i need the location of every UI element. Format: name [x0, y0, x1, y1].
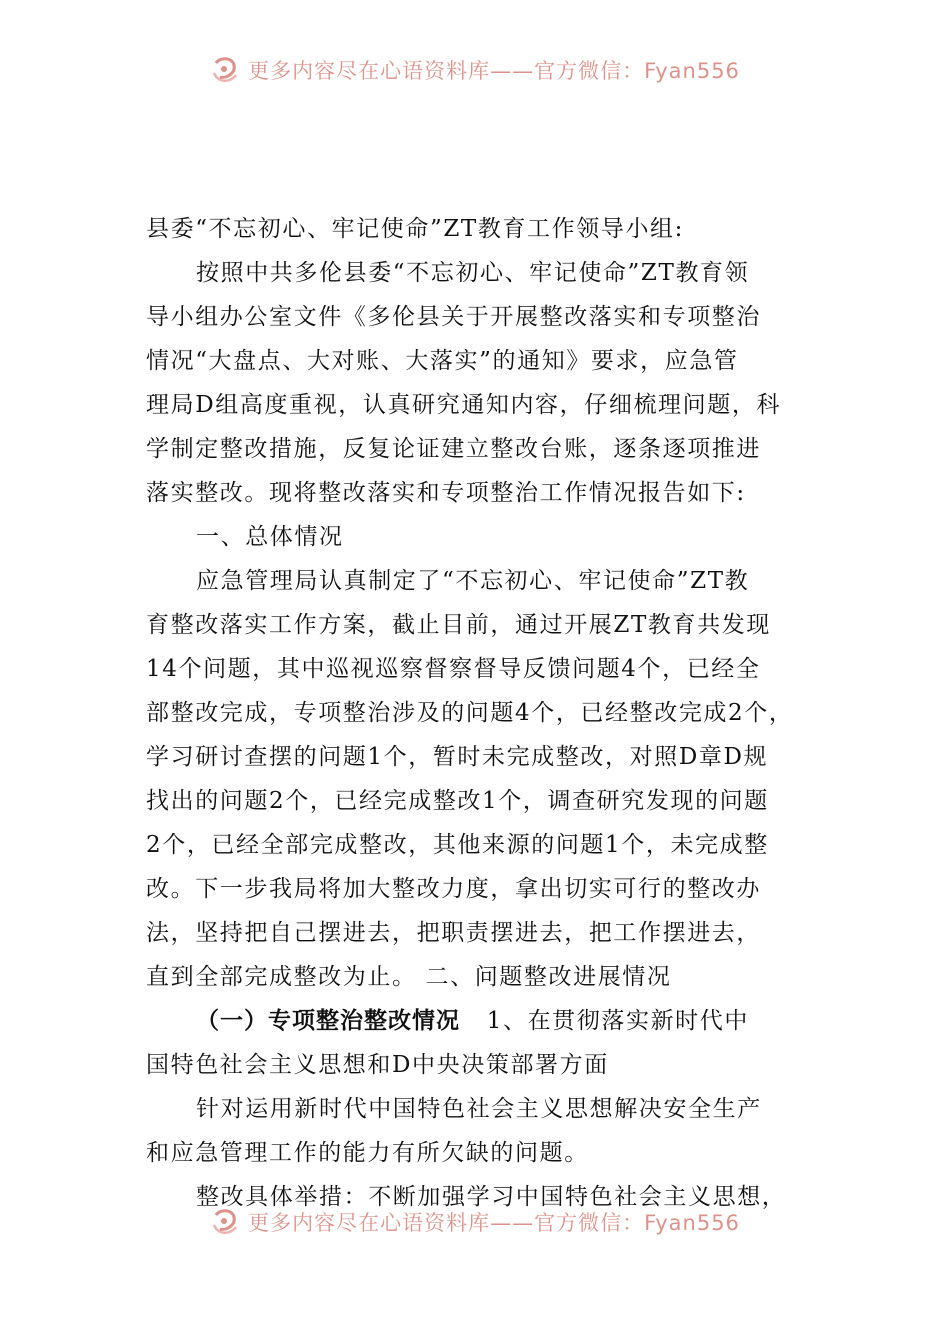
- subsection-line: [196, 1002, 749, 1035]
- paragraph-line: 找出的问题2个，已经完成整改1个，调查研究发现的问题: [146, 788, 769, 814]
- salutation: 县委“不忘初心、牢记使命”ZT教育工作领导小组:: [146, 216, 684, 242]
- subsection-item: 1、在贯彻落实新时代中: [460, 1008, 749, 1034]
- paragraph-line: 法，坚持把自己摆进去，把职责摆进去，把工作摆进去，: [146, 920, 761, 946]
- logo-icon: [210, 55, 240, 85]
- paragraph-line: 改。下一步我局将加大整改力度，拿出切实可行的整改办: [146, 876, 761, 902]
- watermark-footer: [0, 1202, 950, 1242]
- logo-icon: [210, 1207, 240, 1237]
- section-heading-overall: 一、总体情况: [196, 524, 344, 550]
- watermark-header: [0, 50, 950, 90]
- paragraph-line: 学习研讨查摆的问题1个，暂时未完成整改，对照D章D规: [146, 744, 769, 770]
- paragraph-line: 直到全部完成整改为止。 二、问题整改进展情况: [146, 964, 672, 990]
- paragraph-line: 和应急管理工作的能力有所欠缺的问题。: [146, 1140, 589, 1166]
- paragraph-line: 整改具体举措：不断加强学习中国特色社会主义思想，: [196, 1184, 787, 1210]
- paragraph-line: 落实整改。现将整改落实和专项整治工作情况报告如下:: [146, 480, 746, 506]
- paragraph-line: 部整改完成，专项整治涉及的问题4个，已经整改完成2个，: [146, 700, 794, 726]
- subsection-heading: （一）专项整治整改情况: [196, 1008, 460, 1034]
- paragraph-line: 2个，已经全部完成整改，其他来源的问题1个，未完成整: [146, 832, 769, 858]
- watermark-text: 更多内容尽在心语资料库——官方微信：Fyan556: [248, 1211, 740, 1235]
- watermark-text: 更多内容尽在心语资料库——官方微信：Fyan556: [248, 59, 740, 83]
- paragraph-line: 国特色社会主义思想和D中央决策部署方面: [146, 1052, 609, 1078]
- paragraph-line: 情况“大盘点、大对账、大落实”的通知》要求，应急管: [146, 348, 739, 374]
- paragraph-line: 14个问题，其中巡视巡察督察督导反馈问题4个，已经全: [146, 656, 761, 682]
- paragraph-line: 针对运用新时代中国特色社会主义思想解决安全生产: [196, 1096, 762, 1122]
- paragraph-line: 应急管理局认真制定了“不忘初心、牢记使命”ZT教: [196, 568, 750, 594]
- paragraph-line: 导小组办公室文件《多伦县关于开展整改落实和专项整治: [146, 304, 761, 330]
- paragraph-line: 理局D组高度重视，认真研究通知内容，仔细梳理问题，科: [146, 392, 782, 418]
- paragraph-line: 育整改落实工作方案，截止目前，通过开展ZT教育共发现: [146, 612, 771, 638]
- paragraph-line: 学制定整改措施，反复论证建立整改台账，逐条逐项推进: [146, 436, 761, 462]
- paragraph-line: 按照中共多伦县委“不忘初心、牢记使命”ZT教育领: [196, 260, 750, 286]
